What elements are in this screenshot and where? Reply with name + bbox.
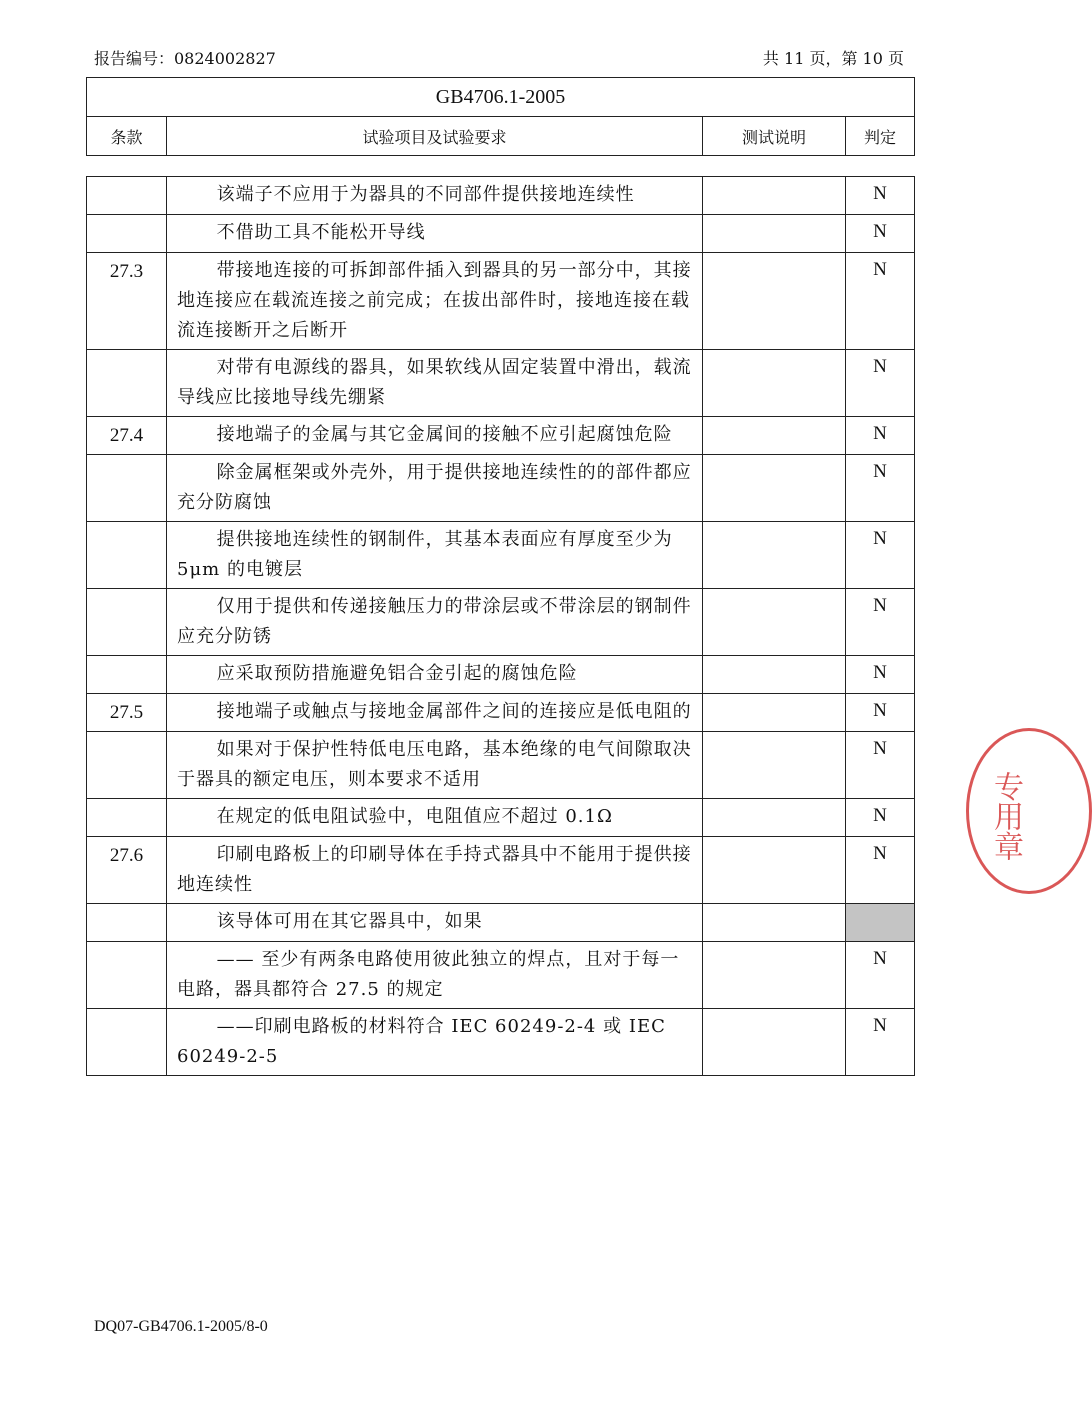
clause-number (87, 942, 167, 1009)
table-row (87, 694, 915, 732)
column-header-verdict: 判定 (846, 117, 915, 156)
table-row (87, 904, 915, 942)
requirement-text: 除金属框架或外壳外，用于提供接地连续性的的部件都应充分防腐蚀 (167, 455, 703, 522)
table-row (87, 656, 915, 694)
verdict: N (846, 837, 915, 904)
requirement-text: 印刷电路板上的印刷导体在手持式器具中不能用于提供接地连续性 (167, 837, 703, 904)
clause-number: 27.6 (87, 837, 167, 904)
stamp-text: 专用章 (988, 771, 1023, 861)
table-row (87, 253, 915, 350)
table-row (87, 350, 915, 417)
verdict: N (846, 522, 915, 589)
requirement-text: —— 至少有两条电路使用彼此独立的焊点，且对于每一电路，器具都符合 27.5 的规定 (167, 942, 703, 1009)
official-stamp (966, 728, 1092, 894)
verdict: N (846, 215, 915, 253)
requirement-text: 接地端子或触点与接地金属部件之间的连接应是低电阻的 (167, 694, 703, 732)
test-note (703, 177, 846, 215)
clause-number (87, 215, 167, 253)
test-note (703, 589, 846, 656)
table-row (87, 589, 915, 656)
test-note (703, 837, 846, 904)
clause-number (87, 799, 167, 837)
requirement-text: 如果对于保护性特低电压电路，基本绝缘的电气间隙取决于器具的额定电压，则本要求不适用 (167, 732, 703, 799)
verdict: N (846, 942, 915, 1009)
table-row (87, 1009, 915, 1076)
clause-number (87, 455, 167, 522)
test-note (703, 455, 846, 522)
requirement-text: 接地端子的金属与其它金属间的接触不应引起腐蚀危险 (167, 417, 703, 455)
clause-number (87, 589, 167, 656)
header-table (86, 77, 915, 156)
verdict: N (846, 732, 915, 799)
requirement-text: 对带有电源线的器具，如果软线从固定装置中滑出，载流导线应比接地导线先绷紧 (167, 350, 703, 417)
test-note (703, 522, 846, 589)
test-note (703, 253, 846, 350)
standard-title: GB4706.1-2005 (87, 78, 915, 117)
test-note (703, 732, 846, 799)
table-row (87, 177, 915, 215)
clause-number: 27.4 (87, 417, 167, 455)
requirement-text: ——印刷电路板的材料符合 IEC 60249-2-4 或 IEC 60249-2-5 (167, 1009, 703, 1076)
column-header-notes: 测试说明 (703, 117, 846, 156)
verdict: N (846, 589, 915, 656)
table-row (87, 732, 915, 799)
clause-number (87, 732, 167, 799)
verdict: N (846, 694, 915, 732)
table-row (87, 837, 915, 904)
table-row (87, 522, 915, 589)
verdict-shaded (846, 904, 915, 942)
clause-number (87, 522, 167, 589)
verdict: N (846, 1009, 915, 1076)
test-note (703, 350, 846, 417)
verdict: N (846, 656, 915, 694)
verdict: N (846, 350, 915, 417)
requirement-text: 提供接地连续性的钢制件，其基本表面应有厚度至少为5μm 的电镀层 (167, 522, 703, 589)
clause-number (87, 904, 167, 942)
table-row (87, 417, 915, 455)
requirement-text: 应采取预防措施避免铝合金引起的腐蚀危险 (167, 656, 703, 694)
table-row (87, 799, 915, 837)
verdict: N (846, 253, 915, 350)
requirement-text: 不借助工具不能松开导线 (167, 215, 703, 253)
column-header-item: 试验项目及试验要求 (167, 117, 703, 156)
column-header-clause: 条款 (87, 117, 167, 156)
verdict: N (846, 417, 915, 455)
test-note (703, 904, 846, 942)
requirement-text: 该端子不应用于为器具的不同部件提供接地连续性 (167, 177, 703, 215)
document-code: DQ07-GB4706.1-2005/8-0 (94, 1318, 268, 1335)
table-row (87, 942, 915, 1009)
clause-number: 27.5 (87, 694, 167, 732)
requirement-text: 该导体可用在其它器具中，如果 (167, 904, 703, 942)
test-note (703, 799, 846, 837)
clause-number: 27.3 (87, 253, 167, 350)
report-number: 报告编号：0824002827 (94, 49, 276, 68)
clause-number (87, 350, 167, 417)
verdict: N (846, 455, 915, 522)
page-info: 共 11 页，第 10 页 (762, 49, 904, 68)
table-row (87, 215, 915, 253)
test-note (703, 417, 846, 455)
test-note (703, 694, 846, 732)
test-note (703, 656, 846, 694)
test-note (703, 1009, 846, 1076)
clause-number (87, 177, 167, 215)
clause-number (87, 1009, 167, 1076)
verdict: N (846, 799, 915, 837)
verdict: N (846, 177, 915, 215)
requirement-text: 在规定的低电阻试验中，电阻值应不超过 0.1Ω (167, 799, 703, 837)
test-note (703, 215, 846, 253)
clause-number (87, 656, 167, 694)
test-note (703, 942, 846, 1009)
requirements-table (86, 176, 915, 1076)
requirement-text: 仅用于提供和传递接触压力的带涂层或不带涂层的钢制件应充分防锈 (167, 589, 703, 656)
table-row (87, 455, 915, 522)
requirement-text: 带接地连接的可拆卸部件插入到器具的另一部分中，其接地连接应在载流连接之前完成；在拔出部件时，接地连接在载流连接断开之后断开 (167, 253, 703, 350)
